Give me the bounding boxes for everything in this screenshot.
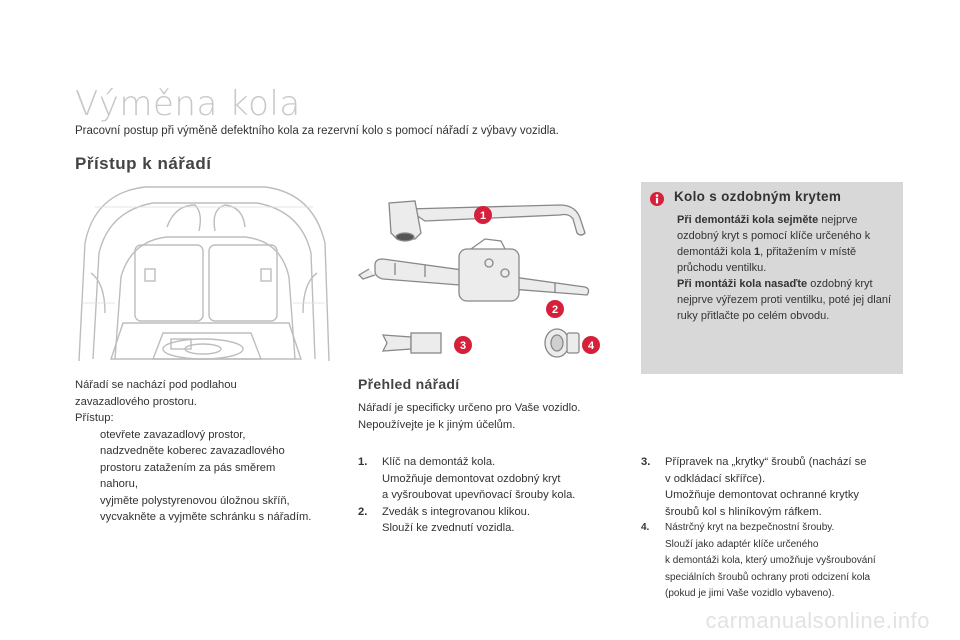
callout-1 (474, 206, 492, 224)
list-item: otevřete zavazadlový prostor, (100, 428, 246, 441)
svg-text:4: 4 (587, 340, 595, 352)
section-heading-tools: Přehled nářadí (358, 376, 460, 392)
tools-illustration (355, 183, 605, 363)
trunk-illustration (75, 183, 333, 363)
tools-description (358, 400, 628, 433)
list-item: 3. Přípravek na „krytky“ šroubů (nachází se v odkládací skřířce). Umožňuje demontovat ochranné krytky šroubů kol s hliníkovým ráfkem. (641, 456, 867, 518)
jack-icon (359, 239, 589, 301)
list-item: nadzvedněte koberec zavazadlového prostoru zatažením za pás směrem nahoru, (100, 445, 285, 490)
svg-text:1: 1 (479, 210, 487, 222)
info-box-text: Při demontáži kola sejměte nejprve ozdobný kryt s pomocí klíče určeného k demontáži kola 1, přitažením v místě průchodu ventilku. Při montáži kola nasaďte ozdobný kryt nejprve výřezem proti ventilku, poté jej dlaní ruky přitlačte po celém obvodu. (677, 214, 891, 322)
list-item: 4. Nástrčný kryt na bezpečnostní šrouby. Slouží jako adaptér klíče určeného k demontáži kola, který umožňuje vyšroubování speciálních šroubů ochrany proti odcizení kola (pokud je jimi Vaše vozidlo vybaveno). (641, 522, 876, 599)
page-intro: Pracovní postup při výměně defektního kola za rezervní kolo s pomocí nářadí z výbavy vozidla. (75, 125, 559, 137)
access-line: zavazadlového prostoru. (75, 395, 197, 408)
list-item: vyjměte polystyrenovou úložnou skříň, (100, 494, 290, 507)
page-title: Výměna kola (75, 84, 301, 124)
access-steps (75, 427, 345, 526)
watermark: carmanualsonline.info (705, 608, 930, 633)
list-item: 2. Zvedák s integrovanou klikou. Slouží ke zvednutí vozidla. (358, 505, 531, 534)
svg-text:2: 2 (551, 304, 559, 316)
access-label: Přístup: (75, 412, 114, 424)
access-line: Nářadí se nachází pod podlahou (75, 379, 237, 391)
info-icon (650, 192, 664, 206)
callout-4 (582, 336, 600, 354)
tools-desc-line: Nářadí je specificky určeno pro Vaše vozidlo. (358, 402, 581, 414)
cap-tool-icon (383, 333, 441, 353)
list-item: vycvakněte a vyjměte schránku s nářadím. (100, 511, 312, 523)
callout-2 (546, 300, 564, 318)
access-text (75, 377, 345, 526)
info-box-heading: Kolo s ozdobným krytem (674, 189, 842, 204)
callout-3 (454, 336, 472, 354)
tool-list-right (641, 454, 941, 603)
tools-desc-line: Nepoužívejte je k jiným účelům. (358, 418, 516, 431)
anti-theft-socket-icon (545, 329, 579, 357)
section-heading-access: Přístup k nářadí (75, 154, 212, 173)
svg-text:3: 3 (459, 340, 467, 352)
list-item: 1. Klíč na demontáž kola. Umožňuje demontovat ozdobný kryt a vyšroubovat upevňovací šrouby kola. (358, 456, 576, 501)
tool-list-left (358, 454, 628, 537)
